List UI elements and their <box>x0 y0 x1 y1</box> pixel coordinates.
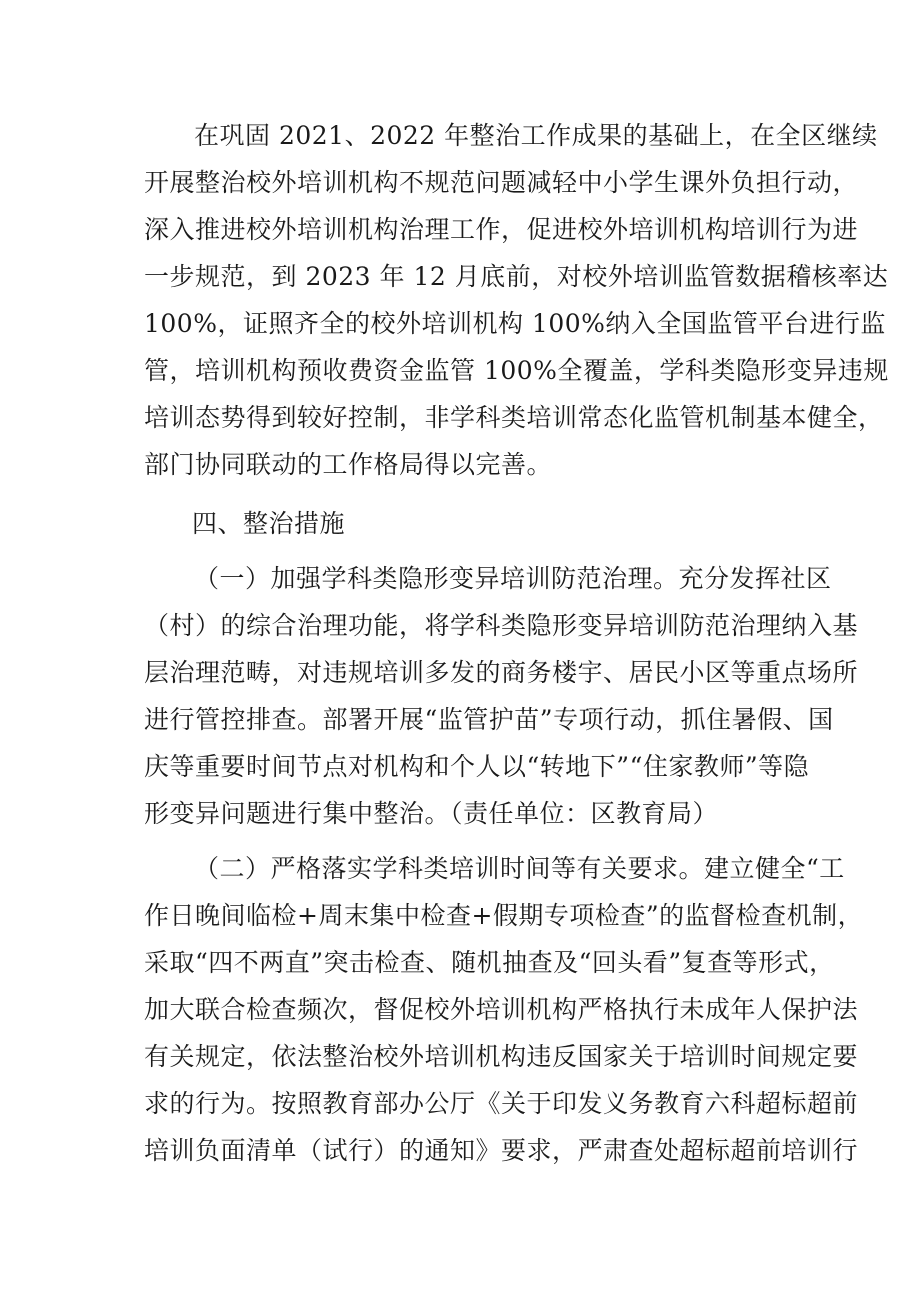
text-line: 100%，证照齐全的校外培训机构 100%纳入全国监管平台进行监 <box>144 309 886 338</box>
text-line: （一）加强学科类隐形变异培训防范治理。充分发挥社区 <box>194 564 832 593</box>
text-line: 求的行为。按照教育部办公厅《关于印发义务教育六科超标超前 <box>144 1089 859 1118</box>
text-line: 有关规定，依法整治校外培训机构违反国家关于培训时间规定要 <box>144 1042 859 1071</box>
text-line: 深入推进校外培训机构治理工作，促进校外培训机构培训行为进 <box>144 215 859 244</box>
paragraph-measure-2 <box>144 845 864 1174</box>
text-line: 培训态势得到较好控制，非学科类培训常态化监管机制基本健全， <box>144 403 884 432</box>
text-line: 采取“四不两直”突击检查、随机抽查及“回头看”复查等形式， <box>144 948 835 977</box>
text-line: 培训负面清单（试行）的通知》要求，严肃查处超标超前培训行 <box>144 1136 859 1165</box>
document-body <box>144 112 889 1174</box>
text-line: 在巩固 2021、2022 年整治工作成果的基础上，在全区继续 <box>194 121 878 150</box>
section-heading-text: 四、整治措施 <box>192 509 346 538</box>
text-line: 加大联合检查频次，督促校外培训机构严格执行未成年人保护法 <box>144 995 859 1024</box>
text-line: 进行管控排查。部署开展“监管护苗”专项行动，抓住暑假、国 <box>144 705 834 734</box>
text-line: 庆等重要时间节点对机构和个人以“转地下”“住家教师”等隐 <box>144 752 810 781</box>
text-line: 开展整治校外培训机构不规范问题减轻中小学生课外负担行动， <box>144 168 859 197</box>
paragraph-goals <box>144 112 889 488</box>
text-line: 一步规范，到 2023 年 12 月底前，对校外培训监管数据稽核率达 <box>144 262 889 291</box>
text-line: 形变异问题进行集中整治。（责任单位：区教育局） <box>144 799 719 828</box>
text-line: （村）的综合治理功能，将学科类隐形变异培训防范治理纳入基 <box>144 611 859 640</box>
text-line: 管，培训机构预收费资金监管 100%全覆盖，学科类隐形变异违规 <box>144 356 889 385</box>
text-line: 层治理范畴，对违规培训多发的商务楼宇、居民小区等重点场所 <box>144 658 859 687</box>
text-line: （二）严格落实学科类培训时间等有关要求。建立健全“工 <box>194 854 845 883</box>
text-line: 作日晚间临检+周末集中检查+假期专项检查”的监督检查机制， <box>144 901 864 930</box>
text-line: 部门协同联动的工作格局得以完善。 <box>144 450 553 479</box>
section-heading <box>144 500 784 547</box>
paragraph-measure-1 <box>144 555 859 837</box>
